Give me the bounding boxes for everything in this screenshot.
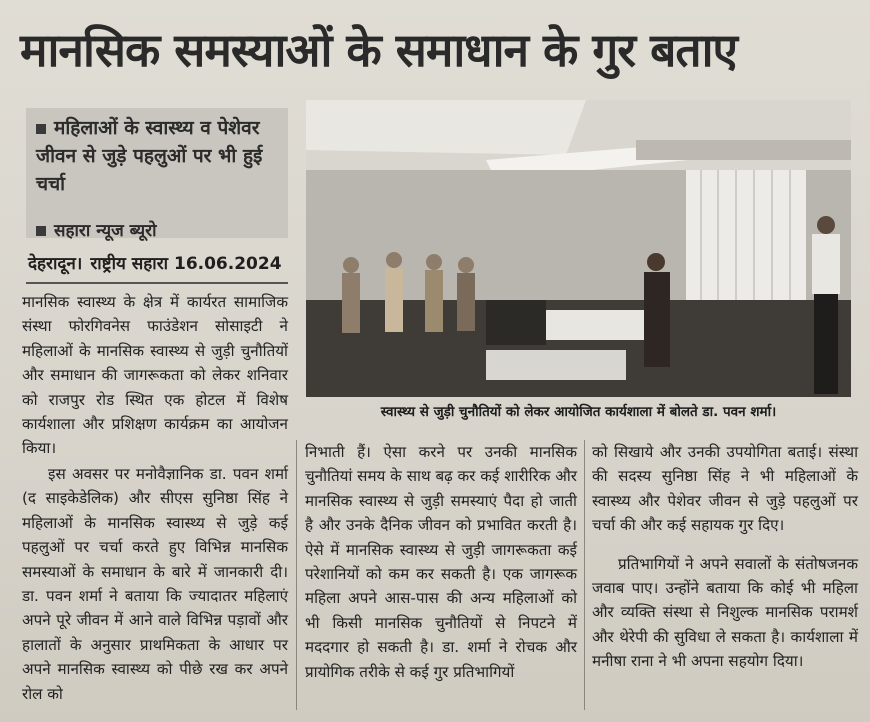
- dateline: [28, 251, 282, 274]
- column-divider: [584, 440, 585, 710]
- column-divider: [296, 440, 297, 710]
- bureau-text: सहारा न्यूज ब्यूरो: [54, 221, 157, 241]
- bureau-line: [36, 218, 157, 241]
- workshop-photo-illustration: [306, 100, 851, 397]
- dateline-paper-date: राष्ट्रीय सहारा 16.06.2024: [90, 254, 282, 274]
- article-column-2: [305, 440, 577, 684]
- event-photo: [306, 100, 851, 397]
- headline: मानसिक समस्याओं के समाधान के गुर बताए: [20, 23, 737, 77]
- article-column-3: [592, 440, 858, 674]
- photo-caption: स्वास्थ्य से जुड़ी चुनौतियों को लेकर आयोजित कार्यशाला में बोलते डा. पवन शर्मा।: [380, 404, 777, 420]
- article-column-1-top: [22, 290, 288, 461]
- article-column-1-bottom: [22, 462, 288, 706]
- article-paragraph: प्रतिभागियों ने अपने सवालों के संतोषजनक जवाब पाए। उन्होंने बताया कि कोई भी महिला और व्यक्ति संस्था से निशुल्क मानसिक परामर्श और थेरेपी की सुविधा ले सकता है। कार्यशाला में मनीषा राना ने भी अपना सहयोग दिया।: [592, 554, 858, 671]
- bullet-square-icon: [36, 124, 46, 134]
- dateline-city: देहरादून।: [28, 254, 83, 274]
- kicker: [36, 114, 281, 198]
- kicker-text: महिलाओं के स्वास्थ्य व पेशेवर जीवन से जुड़े पहलुओं पर भी हुई चर्चा: [36, 117, 263, 195]
- article-paragraph: इस अवसर पर मनोवैज्ञानिक डा. पवन शर्मा (द साइकेडेलिक) और सीएस सुनिष्ठा सिंह ने महिलाओं के मानसिक स्वास्थ्य से जुड़े कई पहलुओं पर चर्चा करते हुए विभिन्न मानसिक समस्याओं के समाधान के बारे में जानकारी दी। डा. पवन शर्मा ने बताया कि ज्यादातर महिलाएं अपने पूरे जीवन में आने वाले विभिन्न पड़ावों और हालातों के अनुसार प्राथमिकता के आधार पर अपने मानसिक स्वास्थ्य को पीछे रख कर अपने रोल को: [22, 465, 288, 703]
- article-paragraph: को सिखाये और उनकी उपयोगिता बताई। संस्था की सदस्य सुनिष्ठा सिंह ने भी महिलाओं के स्वास्थ्य और पेशेवर जीवन से जुड़े पहलुओं पर चर्चा की और कई सहायक गुर दिए।: [592, 443, 858, 535]
- bullet-square-icon: [36, 226, 46, 236]
- divider: [26, 282, 288, 284]
- article-paragraph: निभाती हैं। ऐसा करने पर उनकी मानसिक चुनौतियां समय के साथ बढ़ कर कई शारीरिक और मानसिक स्वास्थ्य से जुड़ी समस्याएं पैदा हो जाती है और उनके दैनिक जीवन को प्रभावित करती है। ऐसे में मानसिक स्वास्थ्य से जुड़ी जागरूकता कई परेशानियों को कम कर सकती है। एक जागरूक महिला अपने आस-पास की अन्य महिलाओं को भी किसी मानसिक चुनौतियों से निपटने में मददगार हो सकती है। डा. शर्मा ने रोचक और प्रायोगिक तरीके से कई गुर प्रतिभागियों: [305, 443, 577, 681]
- article-paragraph: मानसिक स्वास्थ्य के क्षेत्र में कार्यरत सामाजिक संस्था फोरगिवनेस फाउंडेशन सोसाइटी ने महिलाओं के मानसिक स्वास्थ्य से जुड़ी चुनौतियों और समाधान की जागरूकता को लेकर शनिवार को राजपुर रोड स्थित एक होटल में विशेष कार्यशाला और प्रशिक्षण कार्यक्रम का आयोजन किया।: [22, 293, 288, 458]
